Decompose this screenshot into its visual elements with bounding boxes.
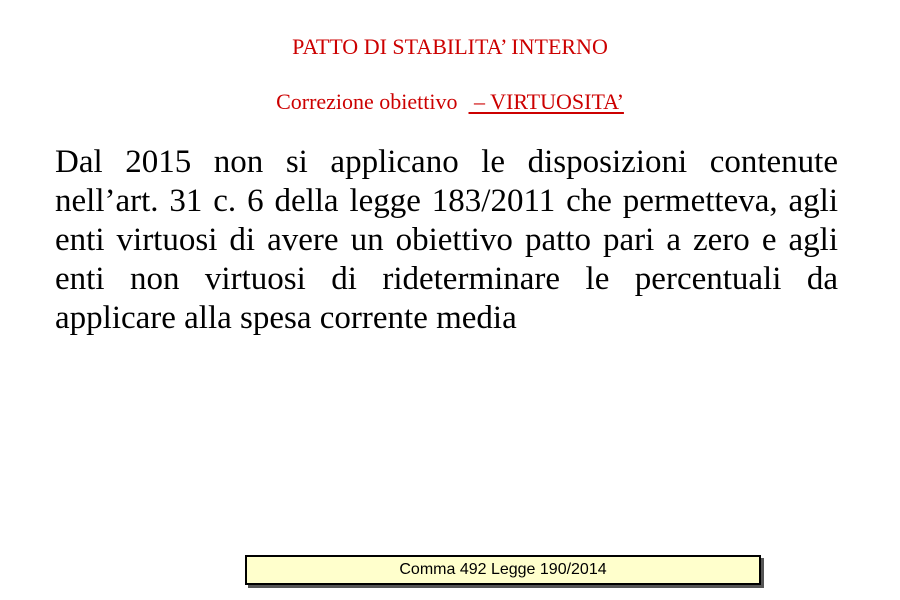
subtitle-prefix: Correzione obiettivo [276,89,469,114]
body-paragraph: Dal 2015 non si applicano le disposizioni contenute nell’art. 31 c. 6 della legge 183/2011 che permetteva, agli enti virtuosi di avere un obiettivo patto pari a zero e agli enti non virtuosi di rideterminare le percentuali da applicare alla spesa corrente media [55,144,838,336]
subtitle-underlined: – VIRTUOSITA’ [468,89,624,114]
slide-title: PATTO DI STABILITA’ INTERNO [292,34,608,59]
source-reference-box [245,555,761,585]
slide-subtitle [0,89,900,115]
source-reference-label: Comma 492 Legge 190/2014 [399,561,607,578]
